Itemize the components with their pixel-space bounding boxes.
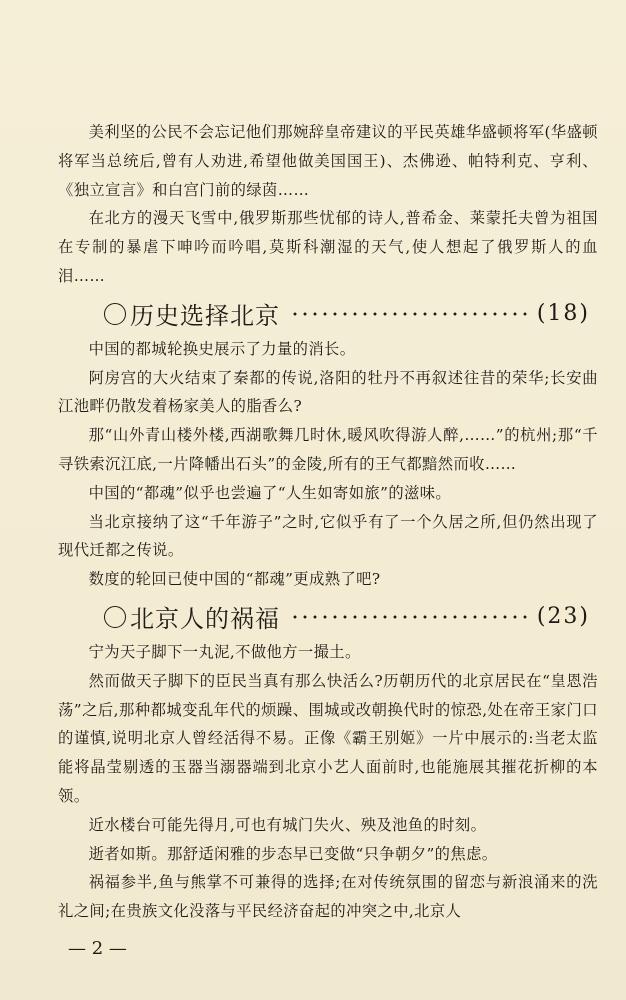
paragraph: 当北京接纳了这“千年游子”之时,它似乎有了一个久居之所,但仍然出现了现代迁都之传说。 (58, 512, 598, 560)
dot-leader (290, 614, 527, 620)
paragraph: 数度的轮回已使中国的“都魂”更成熟了吧? (88, 570, 381, 589)
section-title: 北京人的祸福 (130, 605, 280, 634)
section-heading-beijing-choice (58, 293, 598, 335)
paragraph: 阿房宫的大火结束了秦都的传说,洛阳的牡丹不再叙述往昔的荣华;长安曲江池畔仍散发着杨家美人的脂香么? (58, 368, 598, 416)
paragraph: 然而做天子脚下的臣民当真有那么快活么?历朝历代的北京居民在“皇恩浩荡”之后,那种都城变乱年代的烦躁、围城或改朝换代时的惊恐,处在帝王家门口的谨慎,说明北京人曾经活得不易。正像《霸王别姬》一片中展示的:当老太监能将晶莹剔透的玉器当溺器端到北京小艺人面前时,也能施展其摧花折柳的本领。 (58, 671, 598, 805)
page-body (58, 118, 598, 926)
paragraph: 近水楼台可能先得月,可也有城门失火、殃及池鱼的时刻。 (88, 815, 487, 834)
dot-leader (290, 311, 527, 317)
paragraph: 祸福参半,鱼与熊掌不可兼得的选择;在对传统氛围的留恋与新浪涌来的洗礼之间;在贵族文化没落与平民经济奋起的冲突之中,北京人 (58, 873, 598, 921)
circle-bullet-icon (104, 606, 126, 628)
section-page-number: (18) (536, 301, 590, 327)
paragraph: 中国的“都魂”似乎也尝遍了“人生如寄如旅”的滋味。 (88, 483, 452, 502)
paragraph: 在北方的漫天飞雪中,俄罗斯那些忧郁的诗人,普希金、莱蒙托夫曾为祖国在专制的暴虐下呻吟而吟唱,莫斯科潮湿的天气,使人想起了俄罗斯人的血泪…… (58, 209, 598, 285)
circle-bullet-icon (104, 303, 126, 325)
section-heading-beijing-fortune (58, 596, 598, 638)
paragraph: 逝者如斯。那舒适闲雅的步态早已变做“只争朝夕”的焦虑。 (88, 844, 498, 863)
paragraph: 中国的都城轮换史展示了力量的消长。 (88, 339, 356, 358)
paragraph: 那“山外青山楼外楼,西湖歌舞几时休,暖风吹得游人醉,……”的杭州;那“千寻铁索沉江底,一片降幡出石头”的金陵,所有的王气都黯然而收…… (58, 426, 598, 473)
paragraph: 美利坚的公民不会忘记他们那婉辞皇帝建议的平民英雄华盛顿将军(华盛顿将军当总统后,曾有人劝进,希望他做美国国王)、杰佛逊、帕特利克、亨利、《独立宣言》和白宫门前的绿茵…… (58, 123, 598, 199)
paragraph: 宁为天子脚下一丸泥,不做他方一撮土。 (88, 642, 361, 661)
section-title: 历史选择北京 (130, 302, 280, 331)
page-number: — 2 — (68, 938, 127, 959)
section-page-number: (23) (536, 604, 590, 630)
